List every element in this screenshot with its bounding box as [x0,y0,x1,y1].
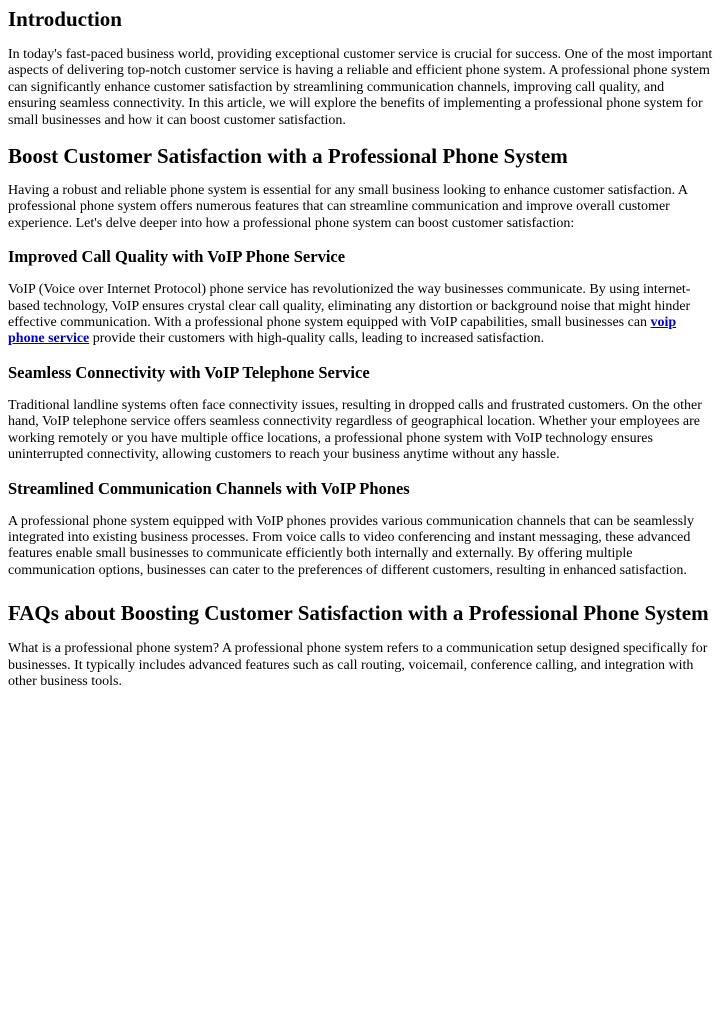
heading-seamless-connectivity: Seamless Connectivity with VoIP Telephone Service [8,362,370,382]
paragraph-improved-call-quality [8,282,714,348]
paragraph-introduction: In today's fast-paced business world, providing exceptional customer service is crucial for success. One of the most important aspects of delivering top-notch customer service is having a reliable and efficient phone system. A professional phone system can significantly enhance customer satisfaction by streamlining communication channels, improving call quality, and ensuring seamless connectivity. In this article, we will explore the benefits of implementing a professional phone system for small businesses and how it can boost customer satisfaction. [8,47,713,128]
paragraph-text-before-link: VoIP (Voice over Internet Protocol) phone service has revolutionized the way businesses communicate. By using internet-based technology, VoIP ensures crystal clear call quality, eliminating any distortion or background noise that might hinder effective communication. With a professional phone system equipped with VoIP capabilities, small businesses can [8,282,691,331]
heading-faqs: FAQs about Boosting Customer Satisfaction with a Professional Phone System [8,601,709,626]
paragraph-faq-answer: What is a professional phone system? A professional phone system refers to a communication setup designed specifically for businesses. It typically includes advanced features such as call routing, voicemail, conference calling, and integration with other business tools. [8,641,708,689]
paragraph-boost-customer-satisfaction: Having a robust and reliable phone system is essential for any small business looking to enhance customer satisfaction. A professional phone system offers numerous features that can streamline communication and improve overall customer experience. Let's delve deeper into how a professional phone system can boost customer satisfaction: [8,183,688,231]
heading-streamlined-communication: Streamlined Communication Channels with VoIP Phones [8,478,410,498]
paragraph-streamlined-communication: A professional phone system equipped with VoIP phones provides various communication channels that can be seamlessly integrated into existing business processes. From voice calls to video conferencing and instant messaging, these advanced features enable small businesses to communicate efficiently both internally and externally. By offering multiple communication options, businesses can cater to the preferences of different customers, resulting in enhanced satisfaction. [8,513,695,578]
heading-improved-call-quality: Improved Call Quality with VoIP Phone Service [8,247,346,267]
article [0,7,720,690]
voip-phone-service-link[interactable]: voip phone service [8,315,677,347]
heading-boost-customer-satisfaction: Boost Customer Satisfaction with a Professional Phone System [8,144,568,169]
paragraph-seamless-connectivity: Traditional landline systems often face connectivity issues, resulting in dropped calls and frustrated customers. On the other hand, VoIP telephone service offers seamless connectivity regardless of geographical location. Whether your employees are working remotely or you have multiple office locations, a professional phone system with VoIP technology ensures uninterrupted connectivity, allowing customers to reach your business anytime without any hassle. [8,397,702,463]
paragraph-text-after-link: provide their customers with high-quality calls, leading to increased satisfaction. [89,331,545,347]
heading-introduction: Introduction [8,7,122,31]
